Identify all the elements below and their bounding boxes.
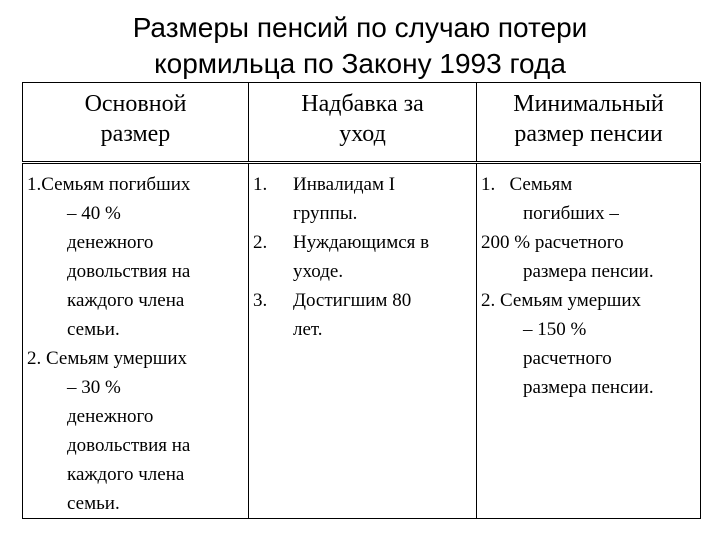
item-line: семьи.: [67, 493, 120, 514]
item-line: Нуждающимся в: [293, 232, 430, 253]
item-line: денежного: [67, 406, 154, 427]
item-line: довольствия на: [67, 261, 191, 282]
list-item: [253, 286, 472, 344]
list-item: [481, 170, 696, 228]
list-item: [481, 228, 696, 286]
item-line: довольствия на: [67, 435, 191, 456]
item-first-line: 1. Семьям: [481, 174, 573, 195]
title-line-1: Размеры пенсий по случаю потери: [132, 12, 588, 43]
item-number: 3.: [253, 290, 268, 311]
item-line: погибших –: [523, 203, 619, 224]
item-first-line: 200 % расчетного: [481, 232, 624, 253]
item-line: каждого члена: [67, 290, 185, 311]
item-text: [293, 286, 472, 344]
item-text: [293, 228, 472, 286]
item-line: Инвалидам I: [293, 174, 396, 195]
pension-table: [22, 82, 701, 519]
item-first-line: 2. Семьям умерших: [481, 290, 642, 311]
item-line: размера пенсии.: [523, 261, 654, 282]
header-line: Надбавка за: [301, 91, 424, 117]
header-line: Основной: [84, 91, 187, 117]
header-line: размер: [100, 121, 171, 147]
header-basic-size: [23, 83, 249, 163]
item-line: – 150 %: [523, 319, 587, 340]
item-line: денежного: [67, 232, 154, 253]
header-care-supplement: [249, 83, 477, 163]
slide-title: [0, 10, 720, 82]
list-item: [27, 344, 244, 518]
item-line: Достигшим 80: [293, 290, 412, 311]
item-number: 2.: [253, 232, 268, 253]
item-first-line: 2. Семьям умерших: [27, 348, 188, 369]
table-row: [23, 163, 701, 519]
cell-basic-size: [23, 163, 249, 519]
list-item: [253, 170, 472, 228]
item-number: 1.: [253, 174, 268, 195]
cell-care-supplement: [249, 163, 477, 519]
item-line: – 30 %: [67, 377, 121, 398]
list-item: [253, 228, 472, 286]
header-minimum-pension: [477, 83, 701, 163]
list-item: [27, 170, 244, 344]
item-line: лет.: [293, 319, 323, 340]
header-line: уход: [339, 121, 386, 147]
table-header-row: [23, 83, 701, 163]
item-line: группы.: [293, 203, 358, 224]
item-line: семьи.: [67, 319, 120, 340]
header-line: Минимальный: [513, 91, 664, 117]
item-line: каждого члена: [67, 464, 185, 485]
title-line-2: кормильца по Закону 1993 года: [154, 48, 566, 79]
item-line: уходе.: [293, 261, 344, 282]
care-list: [253, 170, 472, 344]
cell-minimum-pension: [477, 163, 701, 519]
item-line: расчетного: [523, 348, 612, 369]
item-line: – 40 %: [67, 203, 121, 224]
item-text: [293, 170, 472, 228]
list-item: [481, 286, 696, 402]
item-line: размера пенсии.: [523, 377, 654, 398]
header-line: размер пенсии: [514, 121, 663, 147]
item-first-line: 1.Семьям погибших: [27, 174, 191, 195]
